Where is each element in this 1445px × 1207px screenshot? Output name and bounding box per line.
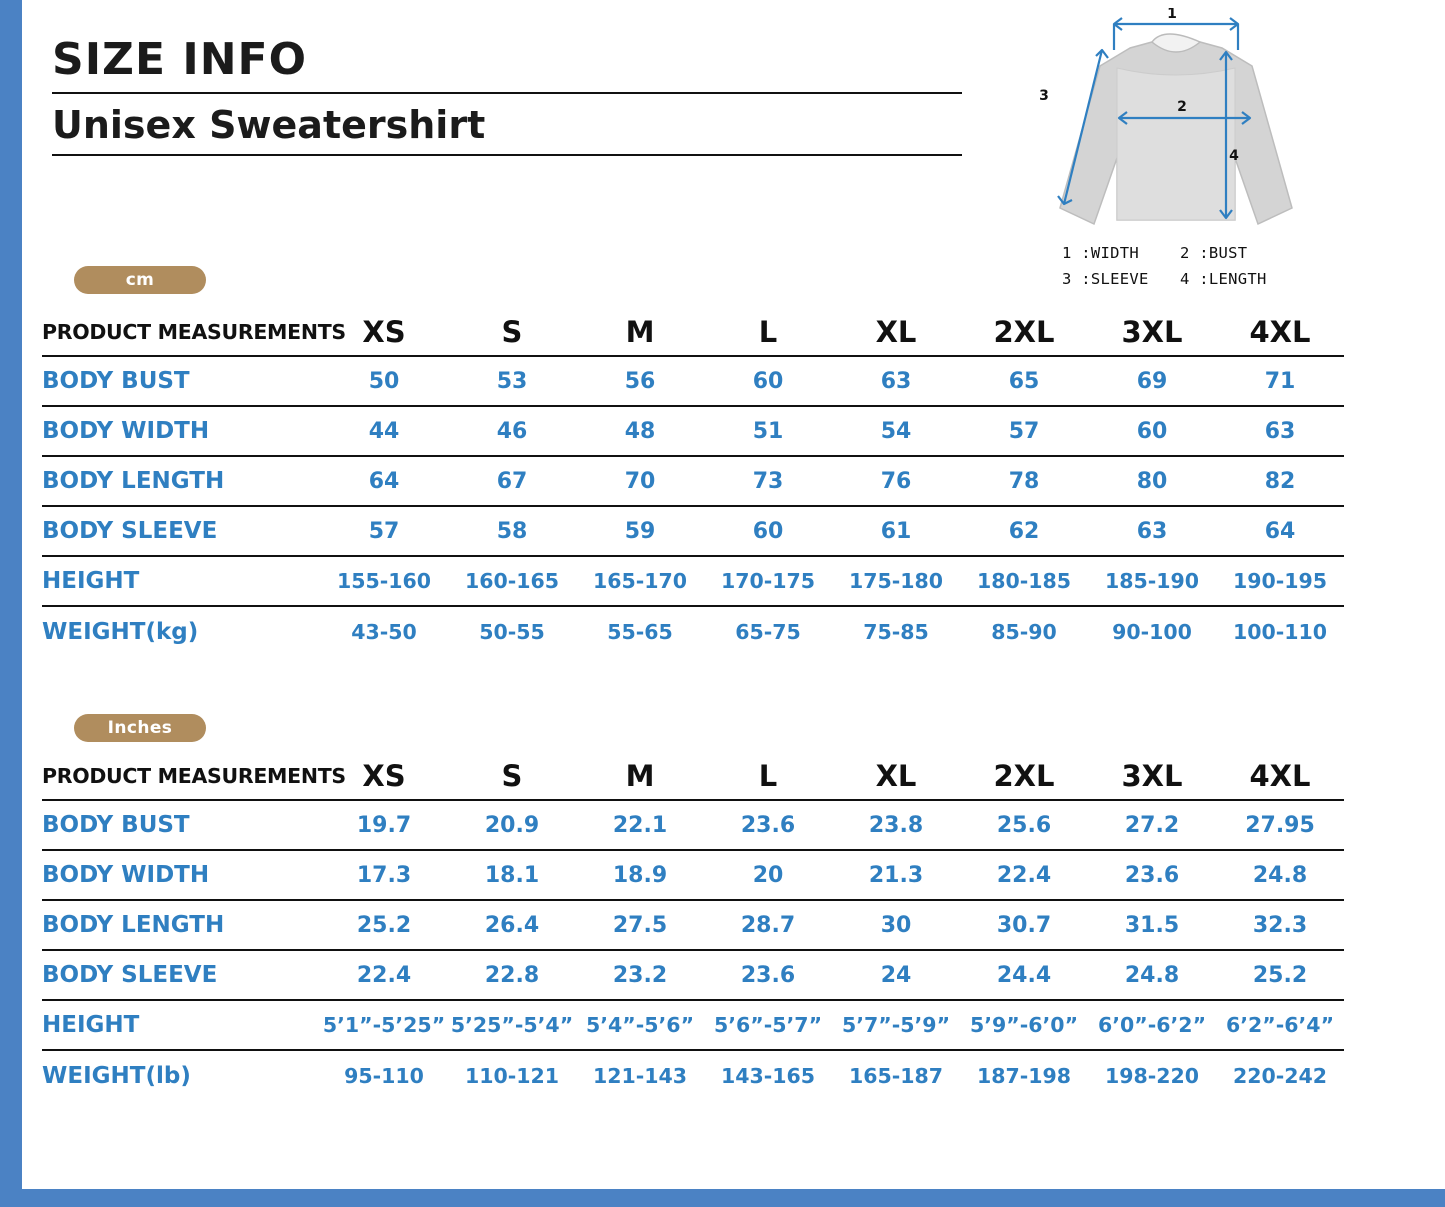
header-size-xl: XL (832, 308, 960, 356)
legend-row (1062, 266, 1352, 292)
cell: 63 (1216, 406, 1344, 456)
cell: 25.2 (1216, 950, 1344, 1000)
cell: 23.8 (832, 800, 960, 850)
cell: 185-190 (1088, 556, 1216, 606)
cell: 170-175 (704, 556, 832, 606)
table-row (42, 406, 1344, 456)
row-label: WEIGHT(lb) (42, 1062, 191, 1089)
cell: 30.7 (960, 900, 1088, 950)
cell: 155-160 (320, 556, 448, 606)
cell: 62 (960, 506, 1088, 556)
header-size-xs: XS (320, 752, 448, 800)
cell: 78 (960, 456, 1088, 506)
cell: 48 (576, 406, 704, 456)
title-divider-bottom (52, 154, 962, 156)
row-label: BODY BUST (42, 800, 320, 850)
unit-badge-cm: cm (74, 266, 206, 294)
cell: 220-242 (1232, 1063, 1328, 1088)
cell: 24 (832, 950, 960, 1000)
cell: 60 (1088, 406, 1216, 456)
table-row (42, 606, 1344, 656)
header-size-l: L (704, 308, 832, 356)
row-label: WEIGHT(kg) (42, 618, 199, 645)
cell: 25.2 (320, 900, 448, 950)
table-row (42, 1050, 1344, 1100)
cell: 26.4 (448, 900, 576, 950)
row-label: HEIGHT (42, 556, 320, 606)
cell: 32.3 (1216, 900, 1344, 950)
cell: 23.6 (704, 950, 832, 1000)
cell: 73 (704, 456, 832, 506)
row-label: BODY SLEEVE (42, 950, 320, 1000)
cell: 53 (448, 356, 576, 406)
cell: 6’0”-6’2” (1088, 1000, 1216, 1050)
cell: 82 (1216, 456, 1344, 506)
cell: 28.7 (704, 900, 832, 950)
legend-bust: 2 :BUST (1180, 244, 1248, 262)
cell: 55-65 (607, 619, 673, 644)
header-size-2xl: 2XL (960, 752, 1088, 800)
cell: 22.4 (320, 950, 448, 1000)
cell: 70 (576, 456, 704, 506)
header-size-3xl: 3XL (1088, 308, 1216, 356)
diagram-legend (1062, 240, 1352, 292)
cell: 21.3 (832, 850, 960, 900)
cell: 6’2”-6’4” (1216, 1000, 1344, 1050)
table-header-row (42, 752, 1344, 800)
table-row (42, 506, 1344, 556)
cell: 160-165 (448, 556, 576, 606)
cell: 143-165 (720, 1063, 816, 1088)
cell: 51 (704, 406, 832, 456)
cell: 60 (704, 356, 832, 406)
header-size-2xl: 2XL (960, 308, 1088, 356)
cell: 80 (1088, 456, 1216, 506)
cell: 27.5 (576, 900, 704, 950)
garment-shape (1060, 34, 1292, 224)
cell: 50-55 (479, 619, 545, 644)
cell: 22.4 (960, 850, 1088, 900)
cell: 198-220 (1104, 1063, 1200, 1088)
cell: 67 (448, 456, 576, 506)
table-row (42, 850, 1344, 900)
header-size-l: L (704, 752, 832, 800)
cell: 95-110 (344, 1063, 424, 1088)
cell: 27.2 (1088, 800, 1216, 850)
cell: 63 (832, 356, 960, 406)
header-size-xl: XL (832, 752, 960, 800)
unit-badge-inches: Inches (74, 714, 206, 742)
row-label: BODY LENGTH (42, 900, 320, 950)
table-row (42, 900, 1344, 950)
cell: 23.2 (576, 950, 704, 1000)
cell: 57 (960, 406, 1088, 456)
header-size-xs: XS (320, 308, 448, 356)
cell: 5’7”-5’9” (832, 1000, 960, 1050)
cell: 24.4 (960, 950, 1088, 1000)
cell: 165-170 (576, 556, 704, 606)
cell: 175-180 (832, 556, 960, 606)
cell: 18.9 (576, 850, 704, 900)
cell: 17.3 (320, 850, 448, 900)
cell: 110-121 (464, 1063, 560, 1088)
cell: 190-195 (1216, 556, 1344, 606)
cell: 64 (1216, 506, 1344, 556)
page-title: SIZE INFO (52, 34, 307, 85)
header-size-m: M (576, 308, 704, 356)
cell: 46 (448, 406, 576, 456)
cell: 31.5 (1088, 900, 1216, 950)
marker-4-length: 4 (1229, 148, 1239, 164)
table-row (42, 556, 1344, 606)
cell: 90-100 (1112, 619, 1192, 644)
header-size-4xl: 4XL (1216, 308, 1344, 356)
cell: 19.7 (320, 800, 448, 850)
header-size-s: S (448, 308, 576, 356)
cell: 59 (576, 506, 704, 556)
table-header-row (42, 308, 1344, 356)
cell: 30 (832, 900, 960, 950)
cell: 22.8 (448, 950, 576, 1000)
table-row (42, 950, 1344, 1000)
cell: 60 (704, 506, 832, 556)
cell: 24.8 (1216, 850, 1344, 900)
table-row (42, 800, 1344, 850)
cell: 75-85 (863, 619, 929, 644)
cell: 44 (320, 406, 448, 456)
cell: 165-187 (848, 1063, 944, 1088)
cell: 56 (576, 356, 704, 406)
row-label: HEIGHT (42, 1000, 320, 1050)
row-label: BODY SLEEVE (42, 506, 320, 556)
cell: 57 (320, 506, 448, 556)
cell: 85-90 (991, 619, 1057, 644)
marker-1-width: 1 (1167, 8, 1177, 22)
table-row (42, 356, 1344, 406)
cell: 22.1 (576, 800, 704, 850)
table-row (42, 456, 1344, 506)
cell: 18.1 (448, 850, 576, 900)
cell: 5’25”-5’4” (448, 1000, 576, 1050)
cell: 20.9 (448, 800, 576, 850)
cell: 69 (1088, 356, 1216, 406)
table-row (42, 1000, 1344, 1050)
row-label: BODY LENGTH (42, 456, 320, 506)
cell: 76 (832, 456, 960, 506)
cell: 20 (704, 850, 832, 900)
cell: 65-75 (735, 619, 801, 644)
size-table-cm (42, 308, 1344, 656)
cell: 61 (832, 506, 960, 556)
cell: 71 (1216, 356, 1344, 406)
cell: 25.6 (960, 800, 1088, 850)
cell: 43-50 (351, 619, 417, 644)
cell: 187-198 (976, 1063, 1072, 1088)
header-size-s: S (448, 752, 576, 800)
page-subtitle: Unisex Sweatershirt (52, 103, 486, 147)
cell: 5’9”-6’0” (960, 1000, 1088, 1050)
cell: 54 (832, 406, 960, 456)
row-label: BODY WIDTH (42, 850, 320, 900)
header-size-4xl: 4XL (1216, 752, 1344, 800)
header-size-m: M (576, 752, 704, 800)
cell: 27.95 (1216, 800, 1344, 850)
left-border-bar (0, 0, 22, 1207)
cell: 5’4”-5’6” (576, 1000, 704, 1050)
header-product-measurements: PRODUCT MEASUREMENTS (42, 308, 320, 356)
cell: 50 (320, 356, 448, 406)
page-header (52, 34, 962, 156)
row-label: BODY BUST (42, 356, 320, 406)
cell: 24.8 (1088, 950, 1216, 1000)
cell: 100-110 (1232, 619, 1328, 644)
legend-length: 4 :LENGTH (1180, 270, 1267, 288)
legend-row (1062, 240, 1352, 266)
size-table-inches (42, 752, 1344, 1100)
legend-width: 1 :WIDTH (1062, 244, 1140, 262)
page-content (22, 0, 1445, 1189)
cell: 180-185 (960, 556, 1088, 606)
cell: 64 (320, 456, 448, 506)
header-product-measurements: PRODUCT MEASUREMENTS (42, 752, 320, 800)
legend-sleeve: 3 :SLEEVE (1062, 270, 1149, 288)
marker-3-sleeve: 3 (1039, 88, 1049, 104)
cell: 63 (1088, 506, 1216, 556)
cell: 65 (960, 356, 1088, 406)
cell: 23.6 (704, 800, 832, 850)
cell: 5’6”-5’7” (704, 1000, 832, 1050)
cell: 121-143 (592, 1063, 688, 1088)
cell: 58 (448, 506, 576, 556)
cell: 5’1”-5’25” (320, 1000, 448, 1050)
cell: 23.6 (1088, 850, 1216, 900)
marker-2-bust: 2 (1177, 99, 1187, 115)
row-label: BODY WIDTH (42, 406, 320, 456)
bottom-border-bar (0, 1189, 1445, 1207)
header-size-3xl: 3XL (1088, 752, 1216, 800)
